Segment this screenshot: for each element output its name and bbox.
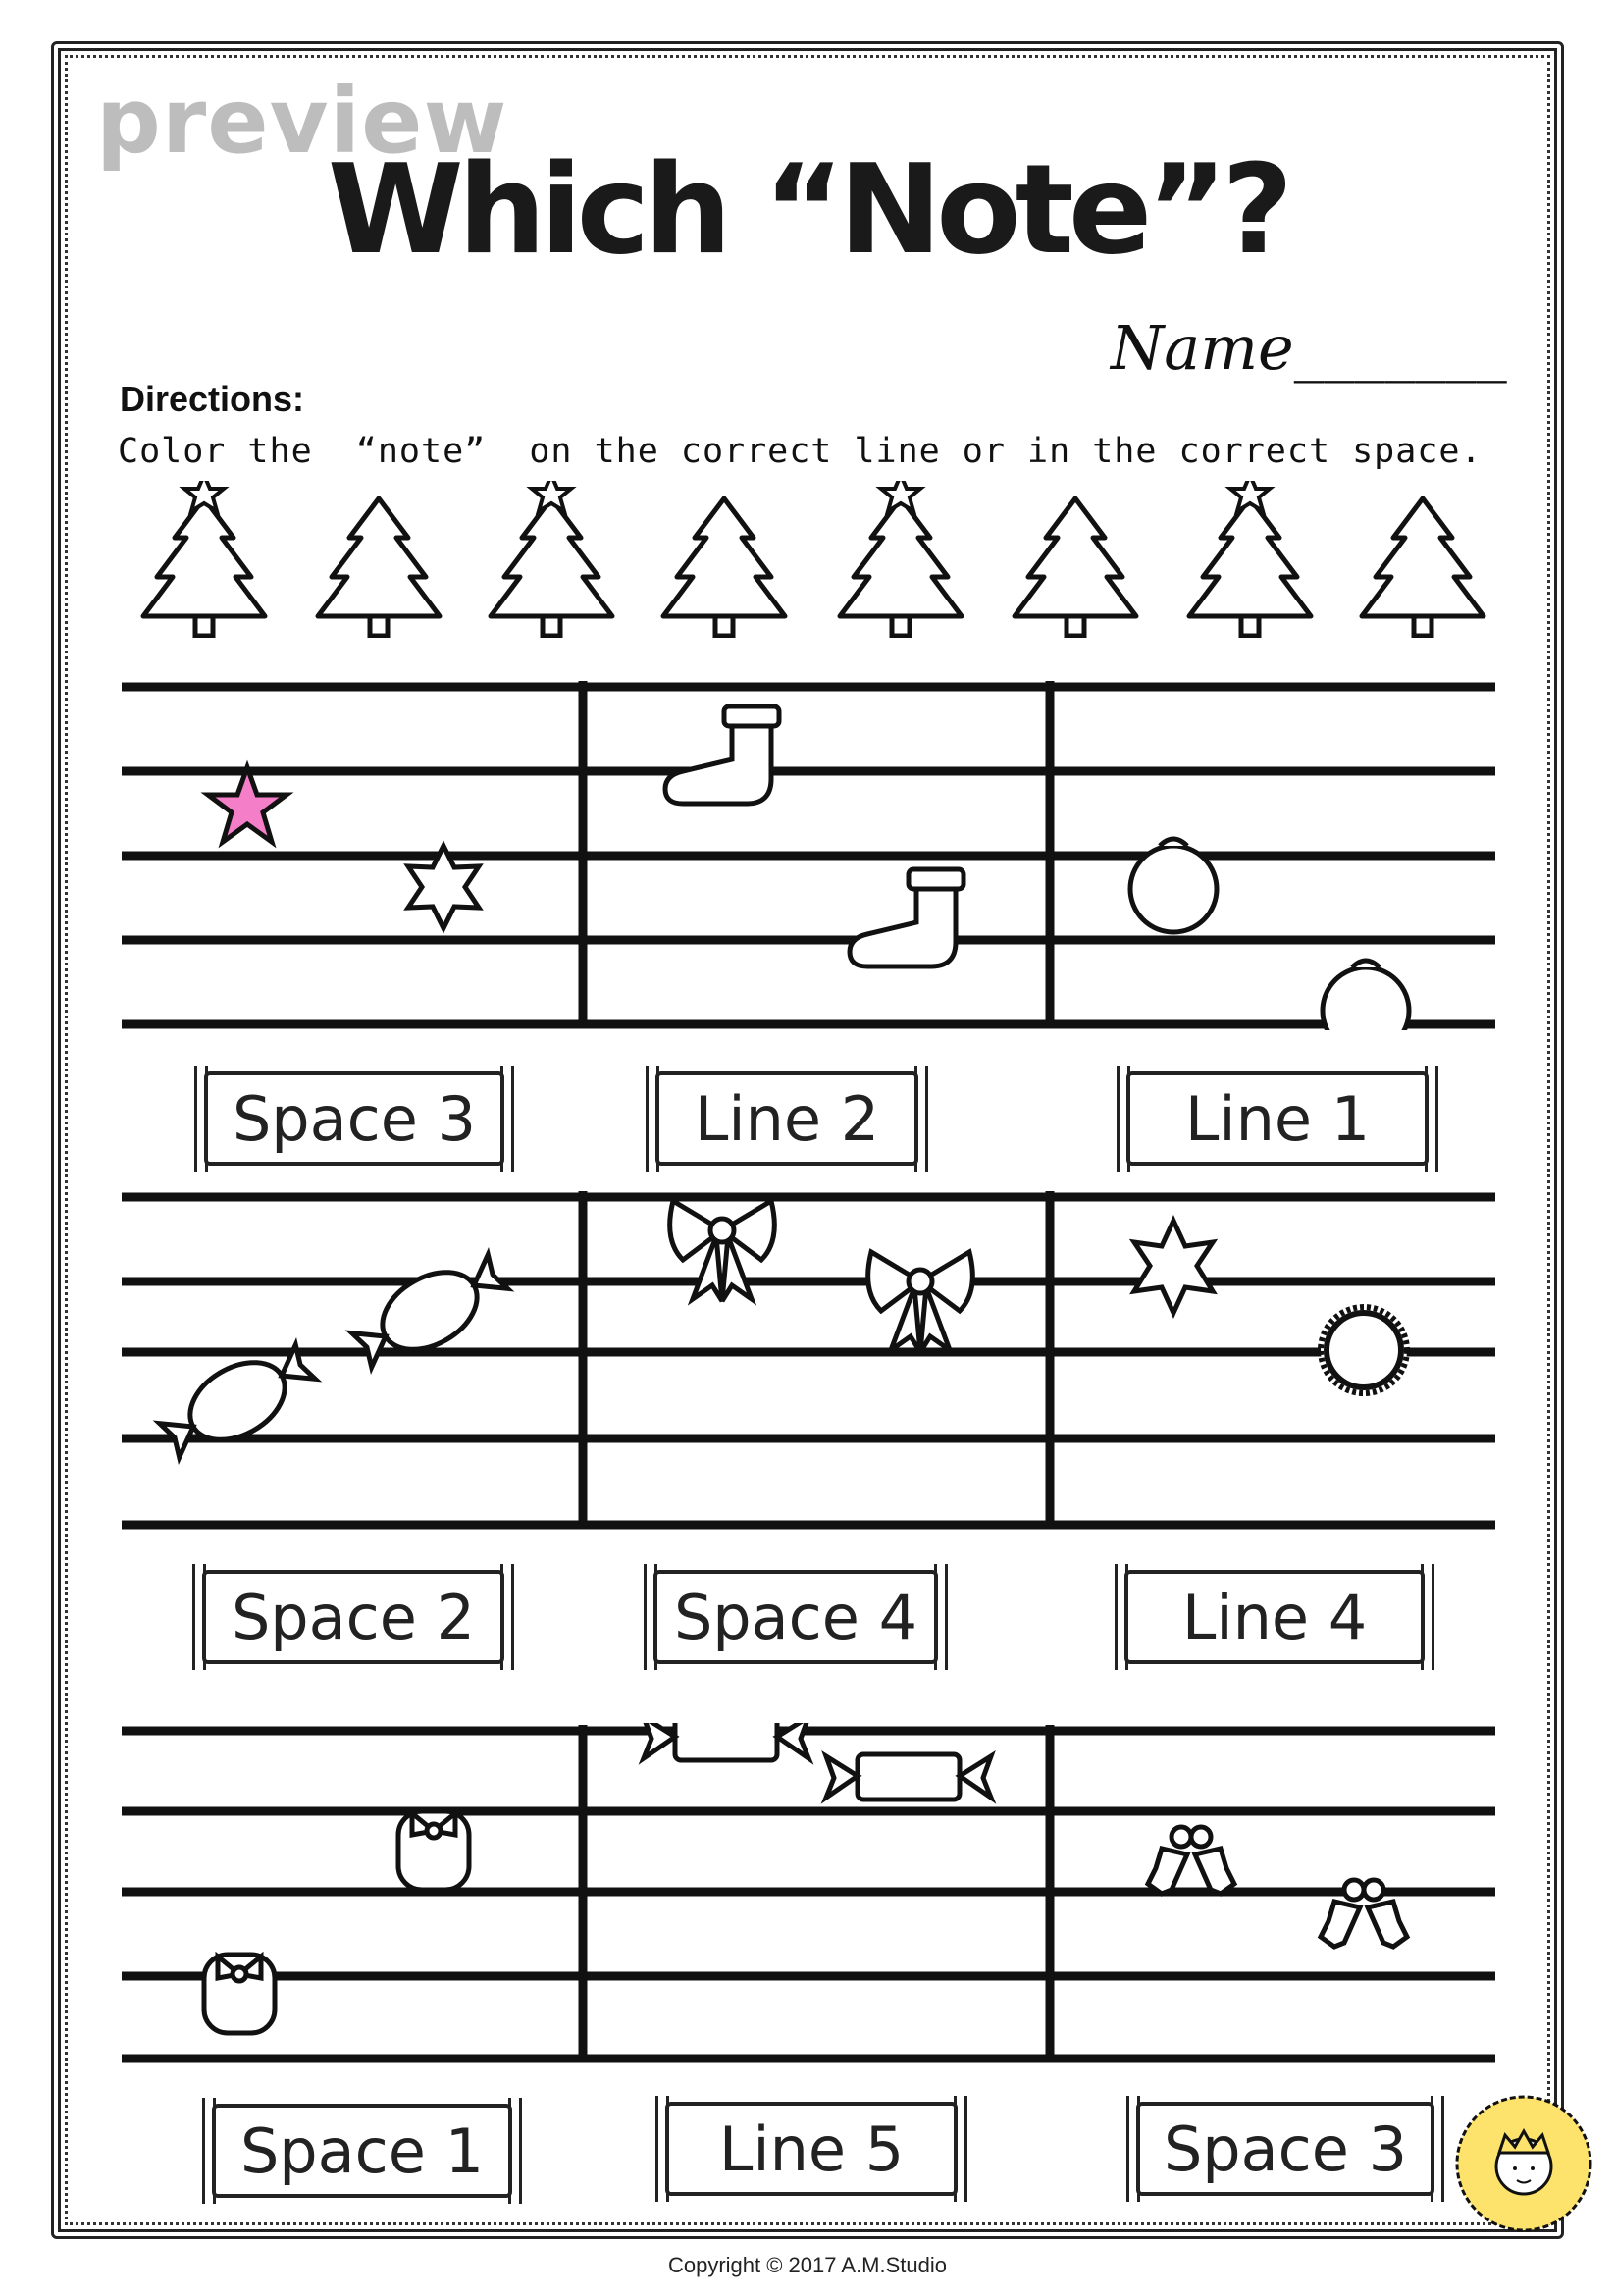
candy-icon[interactable] (826, 1754, 991, 1800)
stocking-icon[interactable] (665, 706, 779, 804)
christmas-tree-icon (1189, 481, 1311, 636)
stocking-icon[interactable] (850, 869, 964, 966)
directions-label: Directions: (120, 379, 305, 419)
christmas-tree-icon (491, 481, 612, 636)
christmas-tree-icon (840, 481, 962, 636)
answer-label: Space 1 (212, 2104, 512, 2198)
answer-label: Line 1 (1126, 1071, 1429, 1166)
preview-watermark: preview (96, 69, 508, 174)
answer-label: Space 2 (202, 1570, 504, 1664)
christmas-tree-icon (1015, 498, 1136, 636)
answer-label: Line 5 (665, 2102, 958, 2196)
music-staff-1 (0, 677, 1615, 1030)
name-field-label: Name_______ (1111, 312, 1507, 384)
star-icon[interactable] (208, 767, 287, 842)
holly-icon[interactable] (1148, 1827, 1234, 1894)
page-title: Which “Note”? (327, 137, 1288, 282)
candy-icon[interactable] (345, 1243, 515, 1380)
answer-label: Space 3 (1136, 2102, 1434, 2196)
studio-logo (1450, 2090, 1597, 2237)
answer-label: Space 4 (653, 1570, 938, 1664)
bow-icon[interactable] (868, 1252, 973, 1352)
answer-label: Line 4 (1124, 1570, 1425, 1664)
wreath-icon[interactable] (1321, 1307, 1407, 1393)
christmas-tree-icon (663, 498, 785, 636)
christmas-tree-icon (1362, 498, 1484, 636)
answer-label: Line 2 (655, 1071, 918, 1166)
ornament-icon[interactable] (1323, 961, 1409, 1030)
bow-icon[interactable] (670, 1201, 775, 1301)
star-icon[interactable] (1134, 1221, 1213, 1313)
christmas-tree-icon (318, 498, 440, 636)
answer-label: Space 3 (204, 1071, 504, 1166)
christmas-tree-icon (143, 481, 265, 636)
gift-icon[interactable] (204, 1955, 275, 2033)
tree-row (0, 481, 1615, 638)
music-staff-2 (0, 1187, 1615, 1540)
directions-text: Color the “note” on the correct line or in the correct space. (118, 432, 1483, 471)
music-staff-3 (0, 1723, 1615, 2076)
gift-icon[interactable] (398, 1811, 469, 1890)
copyright-notice: Copyright © 2017 A.M.Studio (667, 2253, 948, 2277)
